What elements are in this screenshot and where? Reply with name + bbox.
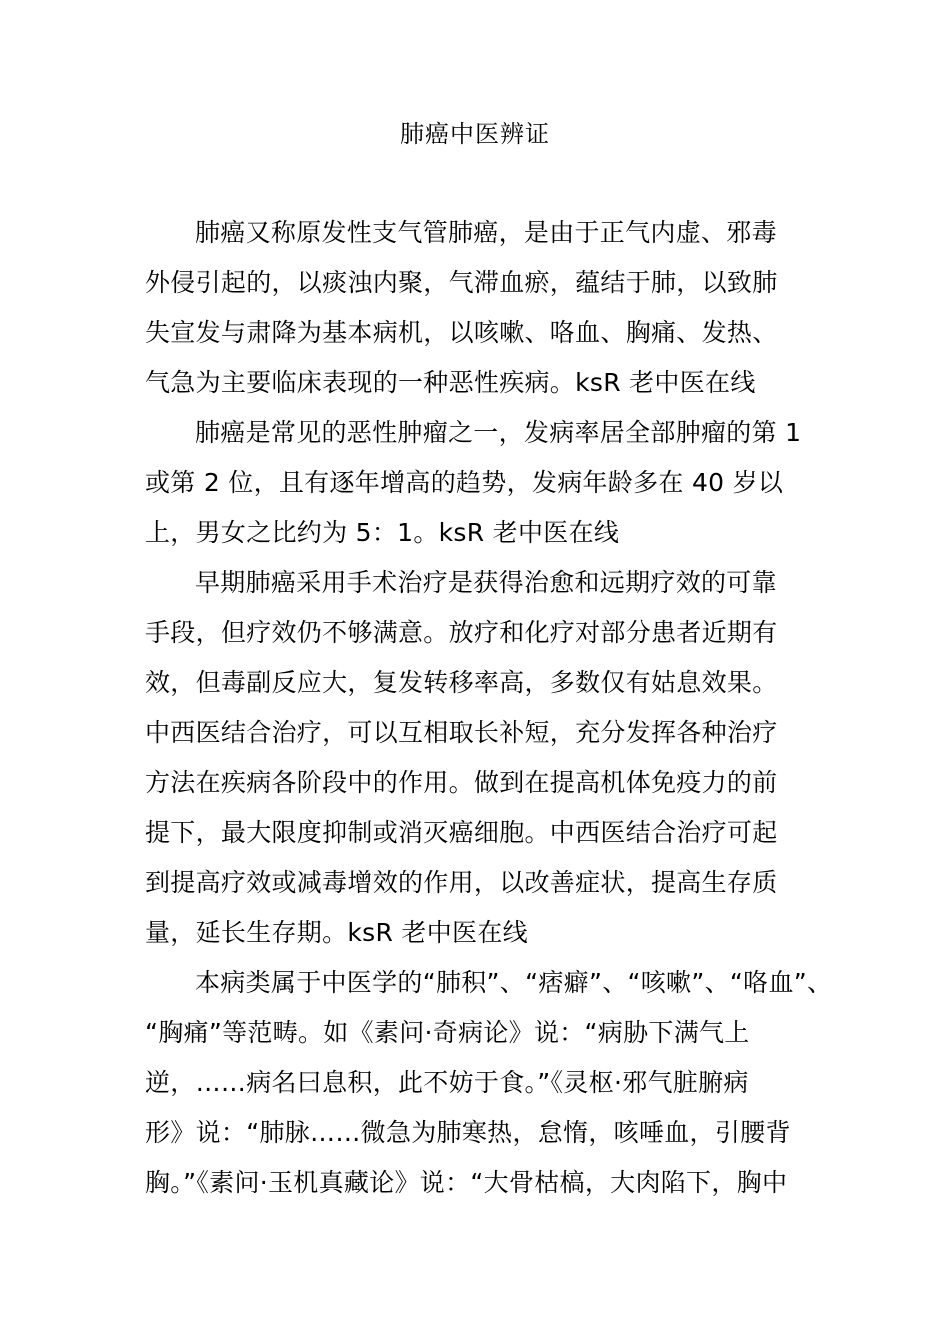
paragraph-4-line-3: 逆，……病名曰息积，此不妨于食。”《灵枢·邪气脏腑病 — [145, 1068, 749, 1097]
paragraph-3-line-5: 方法在疾病各阶段中的作用。做到在提高机体免疫力的前 — [145, 768, 778, 797]
paragraph-4-line-4: 形》说：“肺脉……微急为肺寒热，怠惰，咳唾血，引腰背 — [145, 1118, 791, 1147]
paragraph-3-line-7: 到提高疗效或减毒增效的作用，以改善症状，提高生存质 — [145, 868, 778, 897]
paragraph-1-line-3: 失宣发与肃降为基本病机，以咳嗽、咯血、胸痛、发热、 — [145, 318, 778, 347]
paragraph-3-line-3: 效，但毒副反应大，复发转移率高，多数仅有姑息效果。 — [145, 668, 778, 697]
paragraph-2-line-3: 上，男女之比约为 5：1。ksR 老中医在线 — [145, 518, 620, 547]
paragraph-4-line-5: 胸。”《素问·玉机真藏论》说：“大骨枯槁，大肉陷下，胸中 — [145, 1168, 788, 1197]
paragraph-2-line-1: 肺癌是常见的恶性肿瘤之一，发病率居全部肿瘤的第 1 — [195, 418, 802, 447]
paragraph-2-line-2: 或第 2 位，且有逐年增高的趋势，发病年龄多在 40 岁以 — [145, 468, 784, 497]
paragraph-1-line-2: 外侵引起的，以痰浊内聚，气滞血瘀，蕴结于肺，以致肺 — [145, 268, 778, 297]
paragraph-3-line-4: 中西医结合治疗，可以互相取长补短，充分发挥各种治疗 — [145, 718, 778, 747]
paragraph-3-line-1: 早期肺癌采用手术治疗是获得治愈和远期疗效的可靠 — [195, 568, 777, 597]
paragraph-3-line-2: 手段，但疗效仍不够满意。放疗和化疗对部分患者近期有 — [145, 618, 778, 647]
paragraph-4-line-1: 本病类属于中医学的“肺积”、“痞癖”、“咳嗽”、“咯血”、 — [195, 968, 833, 997]
paragraph-3-line-6: 提下，最大限度抑制或消灭癌细胞。中西医结合治疗可起 — [145, 818, 778, 847]
paragraph-3-line-8: 量，延长生存期。ksR 老中医在线 — [145, 918, 528, 947]
paragraph-1-line-4: 气急为主要临床表现的一种恶性疾病。ksR 老中医在线 — [145, 368, 756, 397]
document-title: 肺癌中医辨证 — [400, 120, 550, 148]
paragraph-1-line-1: 肺癌又称原发性支气管肺癌，是由于正气内虚、邪毒 — [195, 218, 777, 247]
paragraph-4-line-2: “胸痛”等范畴。如《素问·奇病论》说：“病胁下满气上 — [145, 1018, 750, 1047]
